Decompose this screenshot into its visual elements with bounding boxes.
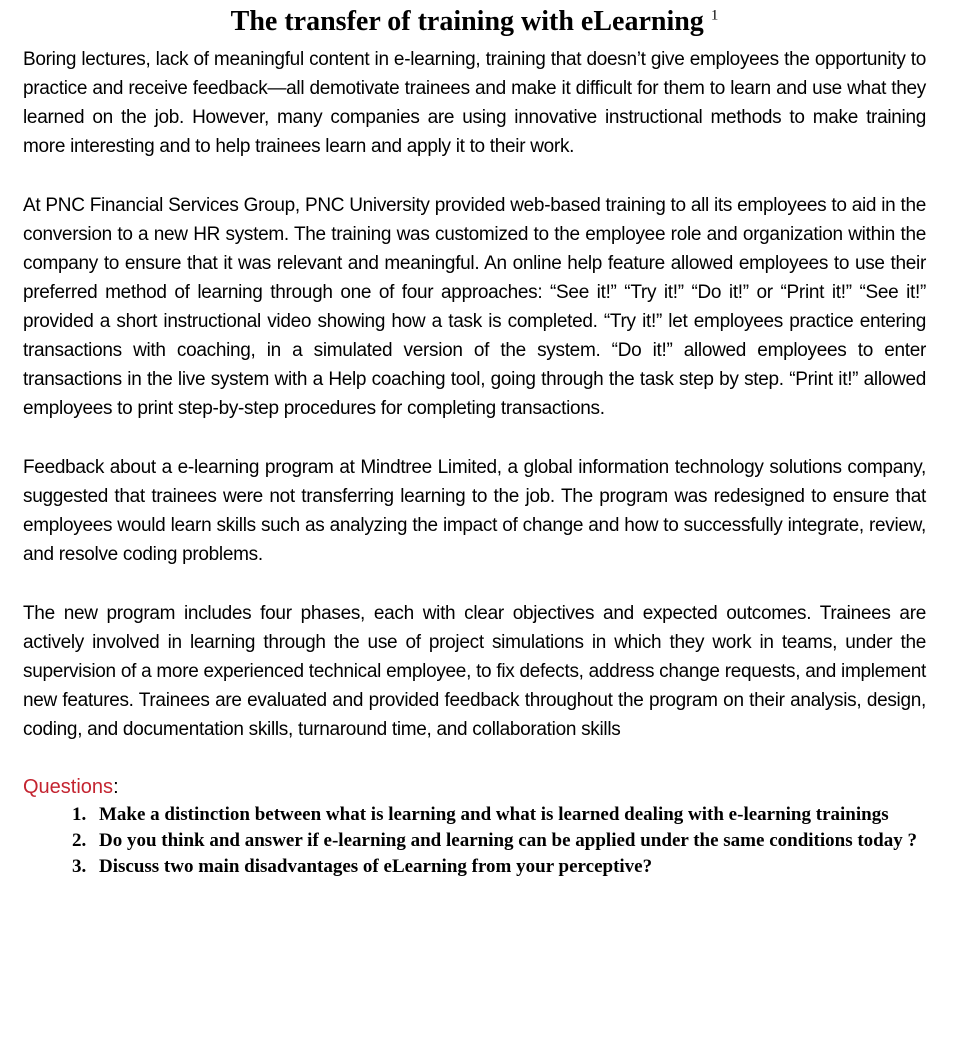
body-paragraph-2: At PNC Financial Services Group, PNC University provided web-based training to all its employees to aid in the conversion to a new HR system. The training was customized to the employee role and organization within the company to ensure that it was relevant and meaningful. An online help feature allowed employees to use their preferred method of learning through one of four approaches: “See it!” “Try it!” “Do it!” or “Print it!” “See it!” provided a short instructional video showing how a task is completed. “Try it!” let employees practice entering transactions with coaching, in a simulated version of the system. “Do it!” allowed employees to enter transactions in the live system with a Help coaching tool, going through the task step by step. “Print it!” allowed employees to print step-by-step procedures for completing transactions. xyxy=(23,195,926,419)
body-paragraph-3: Feedback about a e-learning program at Mindtree Limited, a global information technology solutions company, suggested that trainees were not transferring learning to the job. The program was redesigned to ensure that employees would learn skills such as analyzing the impact of change and how to successfully integrate, review, and resolve coding problems. xyxy=(23,457,926,565)
page-title xyxy=(23,4,926,40)
question-item-3: 3. Discuss two main disadvantages of eLearning from your perceptive? xyxy=(91,854,926,880)
footnote-marker: 1 xyxy=(710,7,719,24)
body-paragraph-1: Boring lectures, lack of meaningful content in e-learning, training that doesn’t give employees the opportunity to practice and receive feedback—all demotivate trainees and make it difficult for them to learn and use what they learned on the job. However, many companies are using innovative instructional methods to make training more interesting and to help trainees learn and apply it to their work. xyxy=(23,49,926,157)
questions-heading-label: Questions xyxy=(23,776,114,798)
questions-list xyxy=(23,802,926,880)
question-item-2: 2. Do you think and answer if e-learning and learning can be applied under the same conditions today ? xyxy=(91,828,926,854)
questions-heading xyxy=(23,774,926,800)
body-paragraph-4: The new program includes four phases, each with clear objectives and expected outcomes. Trainees are actively involved in learning through the use of project simulations in which they work in teams, under the supervision of a more experienced technical employee, to fix defects, address change requests, and implement new features. Trainees are evaluated and provided feedback throughout the program on their analysis, design, coding, and documentation skills, turnaround time, and collaboration skills xyxy=(23,603,926,740)
page-title-text: The transfer of training with eLearning xyxy=(230,6,704,37)
questions-heading-colon: : xyxy=(113,776,119,798)
question-item-1: 1. Make a distinction between what is learning and what is learned dealing with e-learning trainings xyxy=(91,802,926,828)
